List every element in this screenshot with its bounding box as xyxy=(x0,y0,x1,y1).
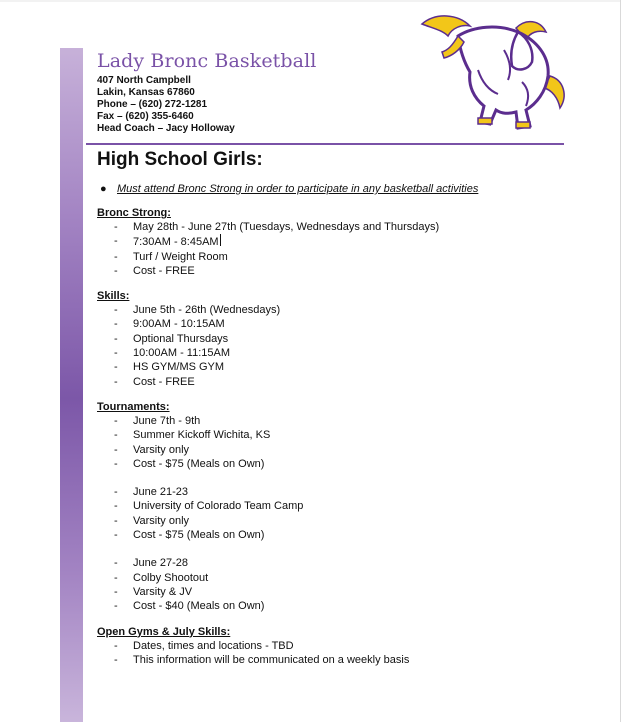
list-item: - May 28th - June 27th (Tuesdays, Wednesdays and Thursdays) xyxy=(114,221,440,233)
head-coach-line: Head Coach – Jacy Holloway xyxy=(97,123,235,134)
document-body xyxy=(97,148,557,667)
requirement-note-text: Must attend Bronc Strong in order to participate in any basketball activities xyxy=(117,183,479,195)
address-block xyxy=(97,75,316,135)
section-title: Skills: xyxy=(97,290,130,303)
text-cursor xyxy=(220,234,221,246)
section-tournaments xyxy=(97,400,557,614)
fax-line: Fax – (620) 355-6460 xyxy=(97,111,194,122)
sidebar-accent-bar xyxy=(60,48,83,722)
list-item: - June 5th - 26th (Wednesdays) xyxy=(114,304,281,317)
letterhead-title: Lady Bronc Basketball xyxy=(97,50,317,72)
list-item: - June 27-28 xyxy=(114,557,189,570)
section-open-gyms xyxy=(97,625,557,668)
list-item: - University of Colorado Team Camp xyxy=(114,500,304,513)
list-item: - 7:30AM - 8:45AM xyxy=(114,235,219,249)
list-item: - Cost - $40 (Meals on Own) xyxy=(114,600,265,613)
page-top-edge xyxy=(0,0,621,2)
list-item: - HS GYM/MS GYM xyxy=(114,361,225,374)
page-heading: High School Girls: xyxy=(97,149,263,170)
requirement-note xyxy=(97,182,557,196)
letterhead xyxy=(97,50,316,135)
list-item: - Summer Kickoff Wichita, KS xyxy=(114,429,271,442)
list-item: - Cost - $75 (Meals on Own) xyxy=(114,457,265,470)
list-item: - Dates, times and locations - TBD xyxy=(114,639,294,652)
list-item: - This information will be communicated on a weekly basis xyxy=(114,653,410,666)
list-item: - Cost - FREE xyxy=(114,264,195,277)
list-item: - Varsity only xyxy=(114,443,190,456)
header-divider xyxy=(86,143,564,145)
list-item: - Varsity only xyxy=(114,514,190,527)
section-title: Tournaments: xyxy=(97,400,170,413)
list-item: - 9:00AM - 10:15AM xyxy=(114,318,225,331)
list-item: - June 21-23 xyxy=(114,486,189,499)
list-item: - June 7th - 9th xyxy=(114,414,201,427)
list-item: - Optional Thursdays xyxy=(114,332,229,345)
list-item: - Cost - $75 (Meals on Own) xyxy=(114,529,265,542)
list-item: - 10:00AM - 11:15AM xyxy=(114,347,231,360)
address-line: Lakin, Kansas 67860 xyxy=(97,87,195,98)
section-title: Bronc Strong: xyxy=(97,207,171,219)
list-item: - Turf / Weight Room xyxy=(114,250,228,263)
section-bronc-strong xyxy=(97,206,557,278)
section-skills xyxy=(97,289,557,389)
list-item: - Cost - FREE xyxy=(114,375,195,388)
address-line: 407 North Campbell xyxy=(97,75,191,86)
section-title: Open Gyms & July Skills: xyxy=(97,625,231,638)
bullet-icon: ● xyxy=(100,183,107,195)
list-item: - Varsity & JV xyxy=(114,585,193,598)
list-item: - Colby Shootout xyxy=(114,571,209,584)
phone-line: Phone – (620) 272-1281 xyxy=(97,99,208,110)
bronco-horse-icon xyxy=(418,10,568,132)
